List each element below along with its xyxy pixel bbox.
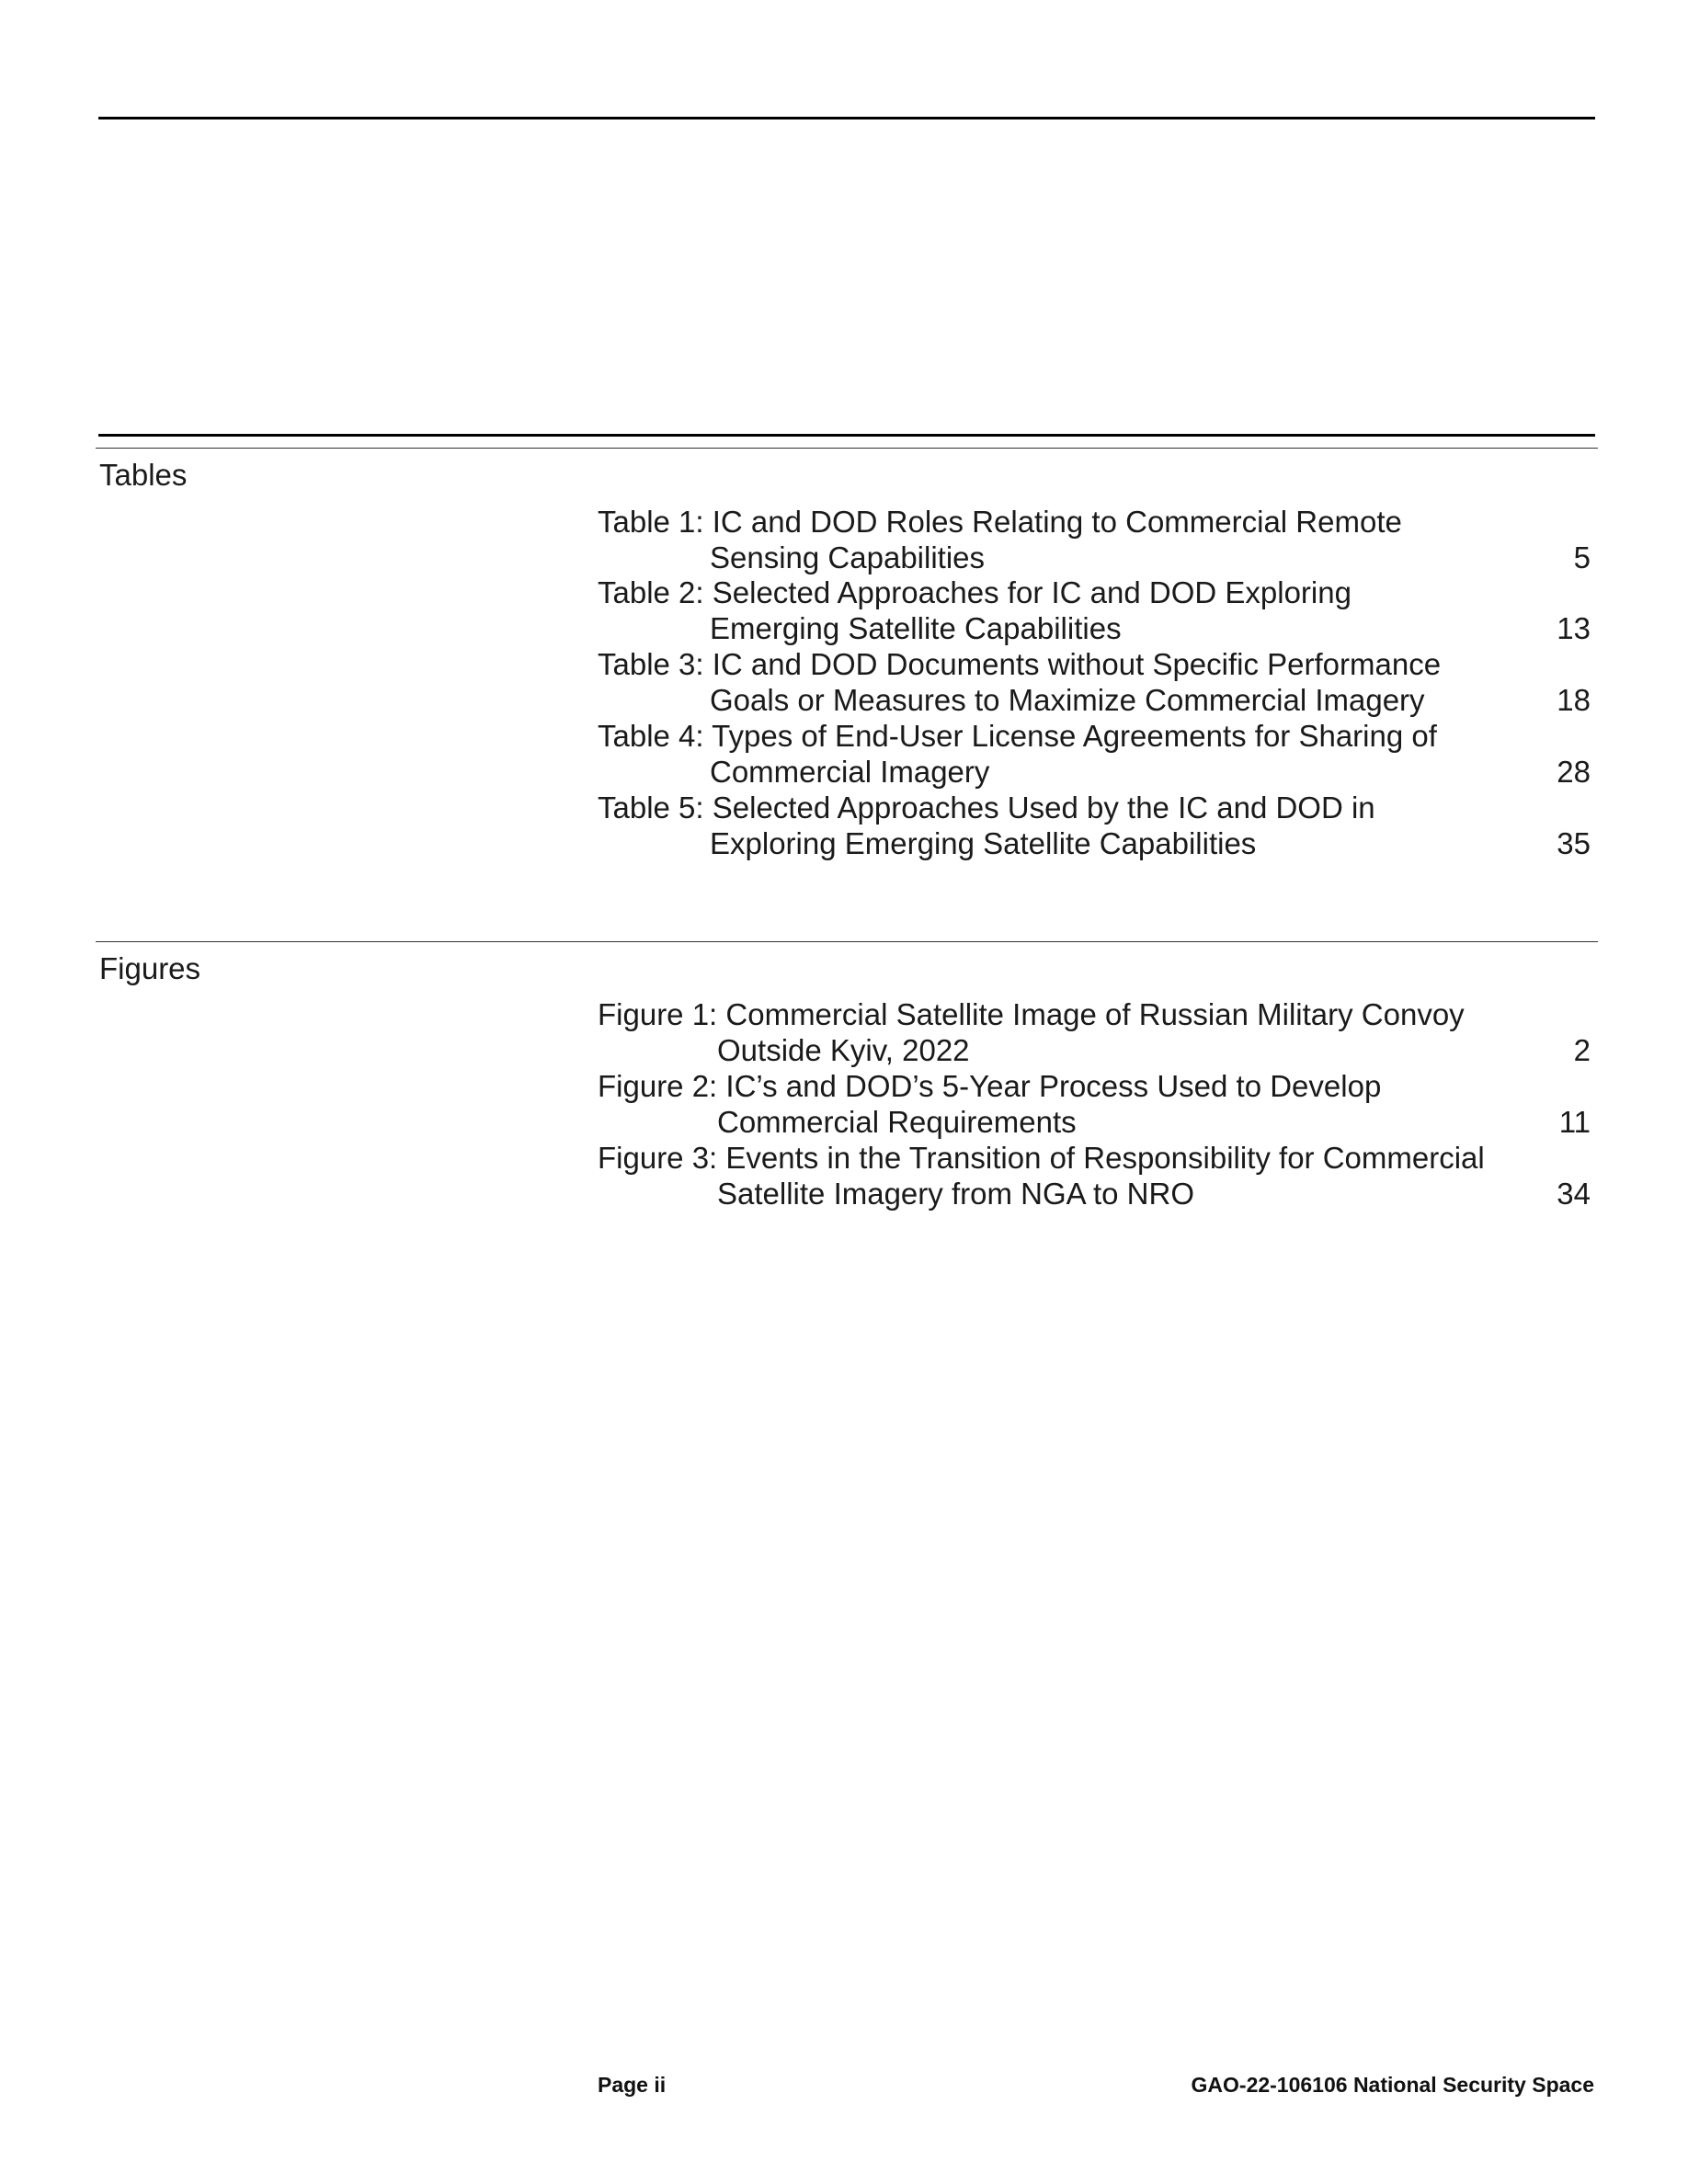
entry-title-line2: Sensing Capabilities — [710, 540, 986, 574]
top-rule — [98, 117, 1595, 119]
entry-title-line1: Table 3: IC and DOD Documents without Specific Performance — [598, 647, 1442, 681]
entry-page-number: 28 — [1557, 755, 1591, 789]
entry-page-number: 2 — [1573, 1033, 1591, 1067]
entry-page-number: 18 — [1557, 683, 1591, 717]
entry-title-line2: Satellite Imagery from NGA to NRO — [717, 1177, 1194, 1211]
footer-report-id: GAO-22-106106 National Security Space — [1191, 2073, 1594, 2097]
entry-title-line1: Figure 2: IC’s and DOD’s 5-Year Process Used to Develop — [598, 1069, 1382, 1103]
entry-title-line2: Commercial Imagery — [710, 755, 990, 789]
entry-title-line1: Table 5: Selected Approaches Used by the IC and DOD in — [598, 791, 1375, 825]
entry-title-line1: Figure 3: Events in the Transition of Responsibility for Commercial — [598, 1141, 1485, 1175]
toc-entry-table-3[interactable] — [598, 646, 1591, 718]
toc-entry-table-5[interactable] — [598, 790, 1591, 861]
entry-page-number: 35 — [1557, 826, 1591, 860]
toc-entry-figure-1[interactable] — [598, 996, 1591, 1068]
tables-heading: Tables — [99, 458, 188, 492]
entry-title-line1: Table 1: IC and DOD Roles Relating to Commercial Remote — [598, 505, 1402, 539]
entry-title-line2: Goals or Measures to Maximize Commercial Imagery — [710, 683, 1425, 717]
toc-entry-table-4[interactable] — [598, 718, 1591, 790]
entry-title-line1: Figure 1: Commercial Satellite Image of Russian Military Convoy — [598, 997, 1465, 1031]
entry-title-line2: Exploring Emerging Satellite Capabilities — [710, 826, 1257, 860]
section-rule-thick — [98, 434, 1595, 437]
entry-title-line2: Commercial Requirements — [717, 1105, 1077, 1139]
entry-page-number: 13 — [1557, 611, 1591, 645]
toc-entry-table-1[interactable] — [598, 504, 1591, 575]
toc-entry-table-2[interactable] — [598, 574, 1591, 646]
figures-section-rule — [96, 941, 1598, 942]
entry-page-number: 11 — [1558, 1105, 1591, 1139]
entry-title-line2: Emerging Satellite Capabilities — [710, 611, 1122, 645]
entry-title-line2: Outside Kyiv, 2022 — [717, 1033, 970, 1067]
toc-entry-figure-2[interactable] — [598, 1068, 1591, 1140]
figures-heading: Figures — [99, 951, 201, 985]
footer-page-number: Page ii — [598, 2073, 667, 2097]
entry-page-number: 5 — [1573, 540, 1591, 574]
toc-entry-figure-3[interactable] — [598, 1140, 1591, 1211]
entry-title-line1: Table 4: Types of End-User License Agreements for Sharing of — [598, 719, 1437, 753]
entry-page-number: 34 — [1557, 1177, 1591, 1211]
entry-title-line1: Table 2: Selected Approaches for IC and DOD Exploring — [598, 575, 1352, 609]
section-rule-thin — [96, 448, 1598, 449]
